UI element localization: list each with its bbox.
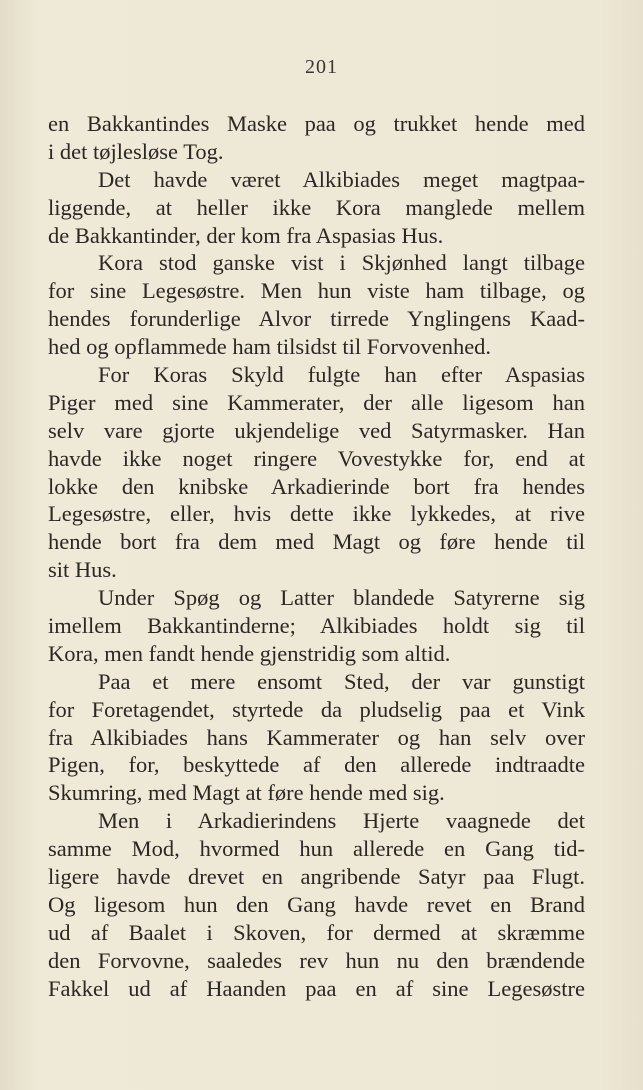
text-line: Kora, men fandt hende gjenstridig som altid. xyxy=(48,640,451,666)
text-line: sit Hus. xyxy=(48,557,117,583)
text-line: lokke den knibske Arkadierinde bort fra hendes xyxy=(48,473,585,499)
text-line: Paa et mere ensomt Sted, der var gunstigt xyxy=(98,668,585,694)
text-line: Og ligesom hun den Gang havde revet en Brand xyxy=(48,891,585,917)
body-text xyxy=(48,110,585,1003)
text-line: ud af Baalet i Skoven, for dermed at skræmme xyxy=(48,919,585,945)
text-line: Pigen, for, beskyttede af den allerede indtraadte xyxy=(48,752,585,778)
text-line: hed og opflammede ham tilsidst til Forvovenhed. xyxy=(48,334,492,360)
text-line: selv vare gjorte ukjendelige ved Satyrmasker. Han xyxy=(48,417,585,443)
text-line: for Foretagendet, styrtede da pludselig paa et Vink xyxy=(48,696,585,722)
text-line: Fakkel ud af Haanden paa en af sine Legesøstre xyxy=(48,975,585,1001)
text-line: Under Spøg og Latter blandede Satyrerne sig xyxy=(98,585,585,611)
text-line: en Bakkantindes Maske paa og trukket hende med xyxy=(48,111,585,136)
text-line: de Bakkantinder, der kom fra Aspasias Hus. xyxy=(48,222,444,248)
text-line: Skumring, med Magt at føre hende med sig. xyxy=(48,780,445,806)
text-line: fra Alkibiades hans Kammerater og han selv over xyxy=(48,724,585,750)
text-line: hendes forunderlige Alvor tirrede Ynglingens Kaad- xyxy=(48,306,585,332)
text-line: Legesøstre, eller, hvis dette ikke lykkedes, at rive xyxy=(48,501,585,527)
text-line: hende bort fra dem med Magt og føre hende til xyxy=(48,529,585,555)
text-line: liggende, at heller ikke Kora manglede mellem xyxy=(48,194,585,220)
text-line: samme Mod, hvormed hun allerede en Gang tid- xyxy=(48,836,585,862)
text-line: imellem Bakkantinderne; Alkibiades holdt sig til xyxy=(48,613,585,639)
page-number: 201 xyxy=(305,56,338,78)
text-line: havde ikke noget ringere Vovestykke for, end at xyxy=(48,445,585,471)
text-line: Det havde været Alkibiades meget magtpaa- xyxy=(98,166,585,192)
text-line: Kora stod ganske vist i Skjønhed langt tilbage xyxy=(98,250,585,276)
text-line: Piger med sine Kammerater, der alle ligesom han xyxy=(48,389,585,415)
text-line: for sine Legesøstre. Men hun viste ham tilbage, og xyxy=(48,278,585,304)
text-line: Men i Arkadierindens Hjerte vaagnede det xyxy=(98,808,585,834)
text-line: den Forvovne, saaledes rev hun nu den brændende xyxy=(48,947,585,973)
text-line: For Koras Skyld fulgte han efter Aspasias xyxy=(98,362,585,388)
text-line: i det tøjlesløse Tog. xyxy=(48,138,224,164)
text-line: ligere havde drevet en angribende Satyr paa Flugt. xyxy=(48,864,585,890)
